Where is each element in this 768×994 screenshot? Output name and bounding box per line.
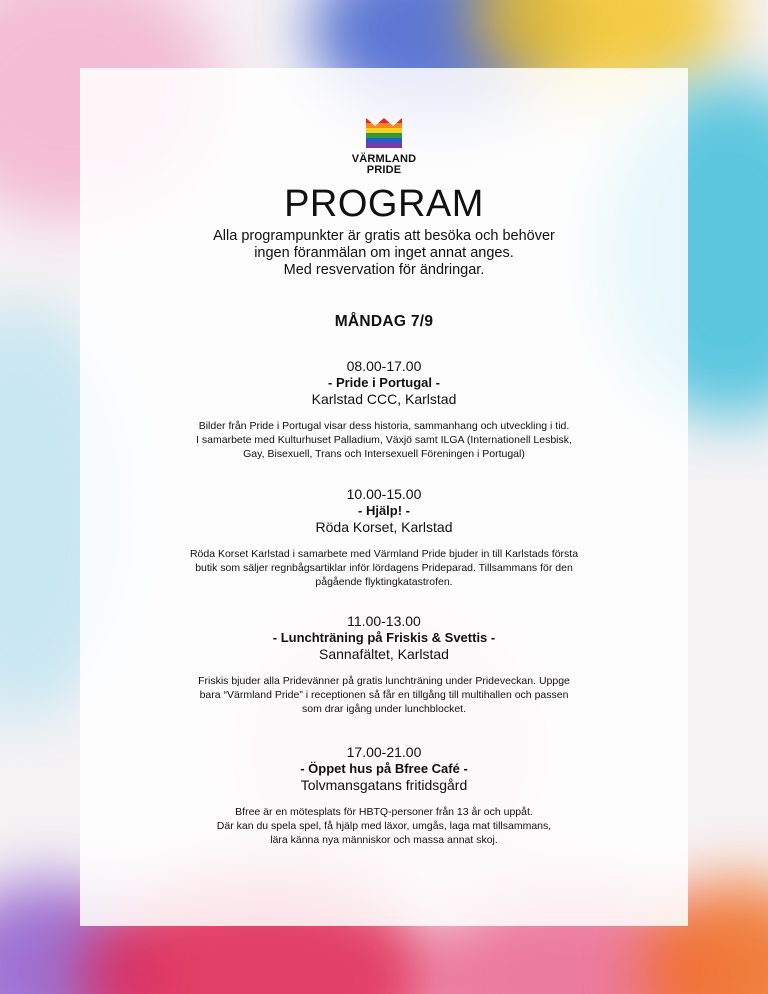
event-name: - Pride i Portugal - xyxy=(328,375,440,390)
crown-stripe xyxy=(366,123,402,128)
event-place: Sannafältet, Karlstad xyxy=(319,646,449,662)
event-name: - Öppet hus på Bfree Café - xyxy=(300,761,468,776)
crown-stripe xyxy=(366,118,402,123)
event-description xyxy=(80,805,688,847)
desc-line: Gay, Bisexuell, Trans och Intersexuell Föreningen i Portugal) xyxy=(243,448,525,460)
intro-line: ingen föranmälan om inget annat anges. xyxy=(254,245,514,261)
desc-line: pågående flyktingkatastrofen. xyxy=(315,576,453,588)
desc-line: Bfree är en mötesplats för HBTQ-personer från 13 år och uppåt. xyxy=(235,806,533,818)
intro-line: Med resvervation för ändringar. xyxy=(283,262,485,278)
desc-line: bara “Värmland Pride” i receptionen så får en tillgång till multihallen och passen xyxy=(199,689,569,701)
event-item xyxy=(80,613,688,716)
crown-stripe xyxy=(366,133,402,138)
event-time: 08.00-17.00 xyxy=(346,358,422,374)
desc-line: som drar igång under lunchblocket. xyxy=(301,703,466,715)
varmland-pride-logo xyxy=(80,118,688,176)
crown-stripe xyxy=(366,128,402,133)
desc-line: butik som säljer regnbågsartiklar inför lördagens Prideparad. Tillsammans för den xyxy=(195,562,573,574)
event-time: 10.00-15.00 xyxy=(346,486,422,502)
rainbow-crown-icon xyxy=(366,118,402,148)
desc-line: lära känna nya människor och massa annat skoj. xyxy=(270,834,498,846)
desc-line: I samarbete med Kulturhuset Palladium, Växjö samt ILGA (Internationell Lesbisk, xyxy=(196,434,572,446)
intro-line: Alla programpunkter är gratis att besöka och behöver xyxy=(213,228,555,244)
event-time: 17.00-21.00 xyxy=(346,744,422,760)
desc-line: Bilder från Pride i Portugal visar dess historia, sammanhang och utveckling i tid. xyxy=(198,420,570,432)
logo-line-2: PRIDE xyxy=(366,164,402,176)
crown-stripe xyxy=(366,143,402,148)
event-description xyxy=(80,674,688,716)
page-title: PROGRAM xyxy=(284,183,484,225)
crown-stripe xyxy=(366,138,402,143)
desc-line: Där kan du spela spel, få hjälp med läxor, umgås, laga mat tillsammans, xyxy=(216,820,552,832)
program-panel xyxy=(80,68,688,926)
day-heading: MÅNDAG 7/9 xyxy=(334,313,434,330)
event-name: - Hjälp! - xyxy=(358,503,410,518)
event-item xyxy=(80,744,688,847)
intro-text xyxy=(80,228,688,279)
logo-line-1: VÄRMLAND xyxy=(351,153,417,165)
event-description xyxy=(80,547,688,589)
event-item xyxy=(80,358,688,461)
event-place: Karlstad CCC, Karlstad xyxy=(311,391,457,407)
event-time: 11.00-13.00 xyxy=(347,613,421,629)
desc-line: Röda Korset Karlstad i samarbete med Värmland Pride bjuder in till Karlstads första xyxy=(189,548,579,560)
event-name: - Lunchträning på Friskis & Svettis - xyxy=(272,630,496,645)
desc-line: Friskis bjuder alla Pridevänner på gratis lunchträning under Prideveckan. Uppge xyxy=(198,675,570,687)
event-place: Röda Korset, Karlstad xyxy=(315,519,453,535)
event-description xyxy=(80,419,688,461)
event-place: Tolvmansgatans fritidsgård xyxy=(300,777,468,793)
event-item xyxy=(80,486,688,589)
